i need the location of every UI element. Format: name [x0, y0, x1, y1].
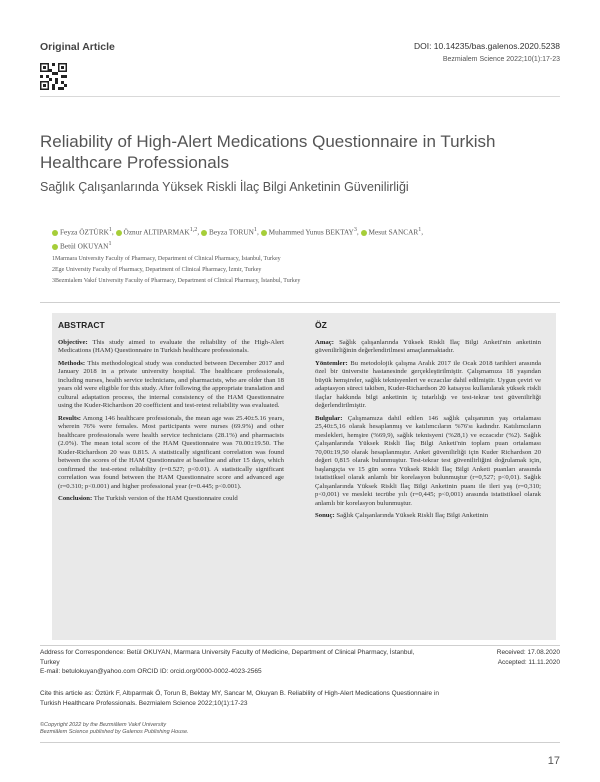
- orcid-icon[interactable]: [201, 230, 207, 236]
- accepted-date: Accepted: 11.11.2020: [497, 658, 560, 666]
- author-name: Feyza ÖZTÜRK: [60, 227, 109, 237]
- author-name: Öznur ALTIPARMAK: [123, 227, 190, 237]
- affiliation: 2Ege University Faculty of Pharmacy, Department of Clinical Pharmacy, İzmir, Turkey: [52, 267, 262, 273]
- orcid-icon[interactable]: [52, 230, 58, 236]
- oz-sonuc: Sağlık Çalışanlarında Yüksek Riskli İlaç Bilgi Anketinin: [336, 512, 489, 519]
- orcid-icon[interactable]: [361, 230, 367, 236]
- author-name: Beyza TORUN: [208, 227, 254, 237]
- correspondence-email[interactable]: E-mail: betulokuyan@yahoo.com ORCID ID: orcid.org/0000-0002-4023-2565: [40, 668, 262, 676]
- author-name: Muhammed Yunus BEKTAY: [268, 227, 354, 237]
- article-type: Original Article: [40, 41, 115, 53]
- abstract-english: ABSTRACT Objective: This study aimed to evaluate the reliability of the High-Alert Medications (HAM) Questionnaire in Turkish healthcare professionals. Methods: This methodological study was conducted between December 2017 and January 2018 in a private university hospital. The healthcare professionals, including nurses, health service technicians, and pharmacists, who are older than 18 years old were eligible for this study. After following the appropriate translation and cultural adaptation process, the internal consistency of the HAM Questionnaire using the Kuder-Richardson 20 coefficient and test-retest reliability was evaluated. Results: Among 146 healthcare professionals, the mean age was 25.40±5.16 years, wherein 76% were females. Most participants were nurses (69.9%) and other healthcare professionals were health service technicians (28.1%) and pharmacists (2.0%). The mean total score of the HAM Questionnaire was 70.00±19.50. The Kuder-Richardson 20 was 0.815. A statistically significant correlation was found between the scores of the HAM Questionnaire at baseline and after 15 days, which confirmed the test-retest reliability (r=0.527; p<0.01). A statistically significant correlation was found between the HAM Questionnaire score and advanced age (r=0.310; p<0.001) and higher professional year (r=0.445; p<0.001). Conclusion: The Turkish version of the HAM Questionnaire could: [58, 320, 284, 502]
- affiliation: 1Marmara University Faculty of Pharmacy, Department of Clinical Pharmacy, İstanbul, Turkey: [52, 256, 281, 262]
- orcid-icon[interactable]: [261, 230, 267, 236]
- qr-code-icon: [40, 63, 67, 90]
- oz-yontemler: Bu metodolojik çalışma Aralık 2017 ile Ocak 2018 tarihleri arasında özel bir üniversite hastanesinde gerçekleştirilmiştir. Çalışmamıza 18 yaşından büyük hemşireler, sağlık teknisyenleri ve eczacılar dahil edilmiştir. Uygun çeviri ve adaptasyon süreci takiben, Kuder-Richardson 20 katsayısı kullanılarak yüksek riskli ilaçlar hakkında bilgi anketinin iç tutarlılığı ve test-tekrar test güvenilirliği değerlendirilmiştir.: [315, 359, 541, 409]
- oz-heading: ÖZ: [315, 320, 327, 330]
- article-title: Reliability of High-Alert Medications Questionnaire in Turkish Healthcare Professionals: [40, 132, 496, 172]
- page-bottom-divider: [40, 742, 560, 743]
- doi[interactable]: DOI: 10.14235/bas.galenos.2020.5238: [413, 41, 560, 51]
- footer-divider: [40, 645, 560, 646]
- article-subtitle-turkish: Sağlık Çalışanlarında Yüksek Riskli İlaç Bilgi Anketinin Güvenilirliği: [40, 180, 409, 194]
- orcid-icon[interactable]: [116, 230, 122, 236]
- cite-as: Cite this article as: Öztürk F, Altıparmak Ö, Torun B, Bektay MY, Sancar M, Okuyan B. Reliability of High-Alert Medications Questionnaire in Turkish Healthcare Professionals. Bezmialem Science 2022;10(1):17-23: [40, 690, 439, 707]
- copyright: ©Copyright 2022 by the Bezmiâlem Vakıf University Bezmiâlem Science published by Galenos Publishing House.: [40, 722, 189, 735]
- affiliation: 3Bezmialem Vakıf University Faculty of Pharmacy, Department of Clinical Pharmacy, İstanbul, Turkey: [52, 278, 301, 284]
- abstract-heading: ABSTRACT: [58, 320, 105, 330]
- author-name: Mesut SANCAR: [368, 227, 419, 237]
- orcid-icon[interactable]: [52, 244, 58, 250]
- received-date: Received: 17.08.2020: [496, 649, 560, 656]
- header-divider: [40, 96, 560, 97]
- abstract-results: Among 146 healthcare professionals, the mean age was 25.40±5.16 years, wherein 76% were females. Most participants were nurses (69.9%) and other healthcare professionals were health service technicians (28.1%) and pharmacists (2.0%). The mean total score of the HAM Questionnaire was 70.00±19.50. The Kuder-Richardson 20 was 0.815. A statistically significant correlation was found between the scores of the HAM Questionnaire at baseline and after 15 days, which confirmed the test-retest reliability (r=0.527; p<0.01). A statistically significant correlation was found between the HAM Questionnaire score and advanced age (r=0.310; p<0.001) and higher professional year (r=0.445; p<0.001).: [58, 414, 284, 490]
- abstract-turkish: ÖZ Amaç: Sağlık çalışanlarında Yüksek Riskli İlaç Bilgi Anketi'nin anketinin güvenilirliğinin değerlendirilmesi amaçlanmaktadır. Yöntemler: Bu metodolojik çalışma Aralık 2017 ile Ocak 2018 tarihleri arasında özel bir üniversite hastanesinde gerçekleştirilmiştir. Çalışmamıza 18 yaşından büyük hemşireler, sağlık teknisyenleri ve eczacılar dahil edilmiştir. Uygun çeviri ve adaptasyon süreci takiben, Kuder-Richardson 20 katsayısı kullanılarak yüksek riskli ilaçlar hakkında bilgi anketinin iç tutarlılığı ve test-tekrar test güvenilirliği değerlendirilmiştir. Bulgular: Çalışmamıza dahil edilen 146 sağlık çalışanının yaş ortalaması 25,40±5,16 olarak hesaplanmış ve katılımcıların %76'sı kadındır. Katılımcıların meslekleri, hemşire (%69,9), sağlık teknisyeni (%28,1) ve eczacıdır (%2). Sağlık Çalışanlarında Yüksek Riskli İlaç Bilgi Anketi'nin toplam puan ortalaması 70,00±19,50 olarak hesaplanmıştır. Anket güvenilirliği için Kuder Richardson 20 değeri 0,815 olarak bulunmuştur. Test-tekrar test güvenilirliğini doğrulamak için, başlangıçta ve 15 gün sonra Yüksek Riskli İlaç Bilgi Anketi puanları arasında istatistiksel olarak anlamlı bir korelasyon bulunmuştur (r=0,527; p<0,01). Sağlık Çalışanlarında Yüksek Riskli İlaç Bilgi Anketinin puanı ile ileri yaş (r=0,310; p<0,001) ve mesleki tecrübe yılı (r=0,445; p<0,001) arasında istatistiksel olarak anlamlı bir korelasyon bulunmuştur. Sonuç: Sağlık Çalışanlarında Yüksek Riskli İlaç Bilgi Anketinin: [315, 320, 542, 519]
- oz-bulgular: Çalışmamıza dahil edilen 146 sağlık çalışanının yaş ortalaması 25,40±5,16 olarak hesaplanmış ve katılımcıların %76'sı kadındır. Katılımcıların meslekleri, hemşire (%69,9), sağlık teknisyeni (%28,1) ve eczacıdır (%2). Sağlık Çalışanlarında Yüksek Riskli İlaç Bilgi Anketi'nin toplam puan ortalaması 70,00±19,50 olarak hesaplanmıştır. Anket güvenilirliği için Kuder Richardson 20 değeri 0,815 olarak bulunmuştur. Test-tekrar test güvenilirliğini doğrulamak için, başlangıçta ve 15 gün sonra Yüksek Riskli İlaç Bilgi Anketi puanları arasında istatistiksel olarak anlamlı bir korelasyon bulunmuştur (r=0,527; p<0,01). Sağlık Çalışanlarında Yüksek Riskli İlaç Bilgi Anketinin puanı ile ileri yaş (r=0,310; p<0,001) ve mesleki tecrübe yılı (r=0,445; p<0,001) arasında istatistiksel olarak anlamlı bir korelasyon bulunmuştur.: [315, 414, 541, 507]
- page-number: 17: [547, 755, 560, 767]
- correspondence-block: [40, 648, 430, 677]
- author-name: Betül OKUYAN: [60, 241, 109, 251]
- author-list: Feyza ÖZTÜRK$^1$, Öznur ALTIPARMAK$^{1,2}$, Beyza TORUN$^1$, Muhammed Yunus BEKTAY$^3$, Mesut SANCAR$^1$, Betül OKUYAN$^1$: [52, 224, 552, 253]
- journal-citation: Bezmialem Science 2022;10(1):17-23: [442, 56, 560, 63]
- section-divider: [40, 302, 560, 303]
- correspondence-address: Address for Correspondence: Betül OKUYAN, Marmara University Faculty of Medicine, Department of Clinical Pharmacy, İstanbul, Turkey: [40, 649, 415, 666]
- abstract-methods: This methodological study was conducted between December 2017 and January 2018 in a private university hospital. The healthcare professionals, including nurses, health service technicians, and pharmacists, who are older than 18 years old were eligible for this study. After following the appropriate translation and cultural adaptation process, the internal consistency of the HAM Questionnaire using the Kuder-Richardson 20 coefficient and test-retest reliability was evaluated.: [58, 359, 284, 409]
- abstract-objective: This study aimed to evaluate the reliability of the High-Alert Medications (HAM) Questionnaire in Turkish healthcare professionals.: [58, 338, 284, 354]
- oz-amac: Sağlık çalışanlarında Yüksek Riskli İlaç Bilgi Anketi'nin anketinin güvenilirliğinin değerlendirilmesi amaçlanmaktadır.: [315, 338, 542, 354]
- abstract-conclusion: The Turkish version of the HAM Questionnaire could: [93, 495, 238, 502]
- dates-block: [497, 648, 560, 667]
